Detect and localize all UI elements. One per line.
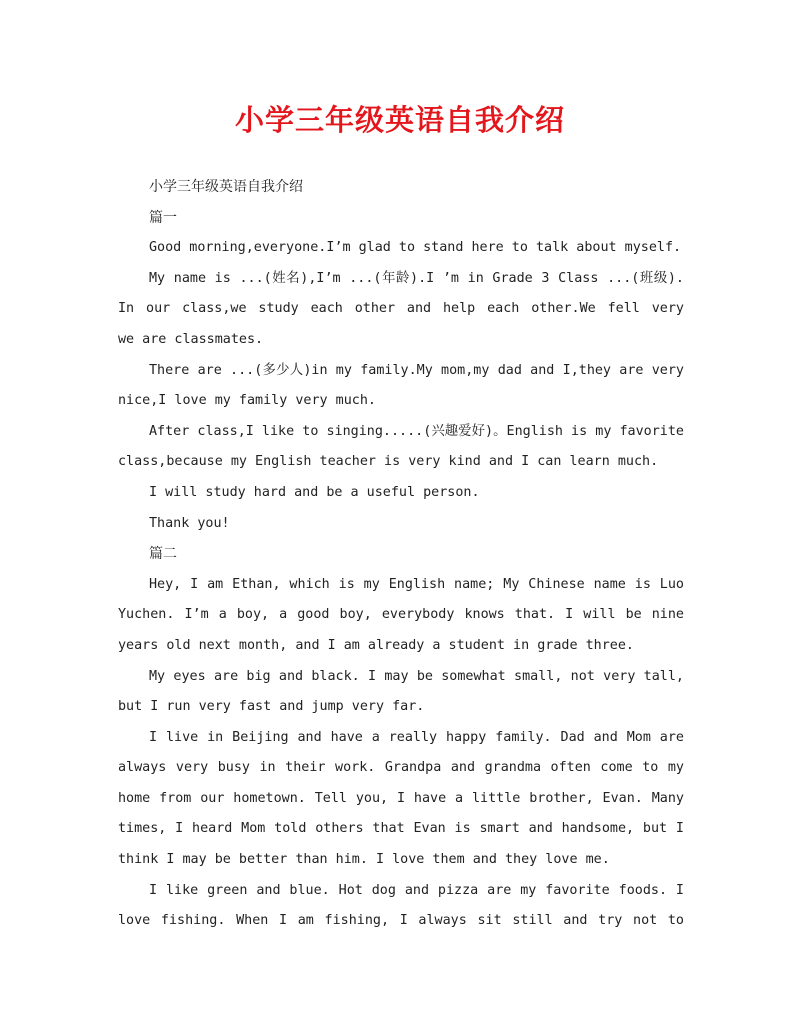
text-line: but I run very fast and jump very far. [118, 699, 425, 715]
text-line: always very busy in their work. Grandpa and grandma often come to my [118, 760, 684, 776]
text-line: After class,I like to singing.....(兴趣爱好)。English is my favorite [149, 423, 684, 439]
text-line: Hey, I am Ethan, which is my English name; My Chinese name is Luo [149, 576, 684, 592]
text-line: My name is ...(姓名),I’m ...(年龄).I ’m in Grade 3 Class ...(班级). [149, 270, 684, 286]
text-line: nice,I love my family very much. [118, 393, 376, 409]
text-line: I like green and blue. Hot dog and pizza are my favorite foods. I [149, 882, 684, 898]
text-line: times, I heard Mom told others that Evan is smart and handsome, but I [118, 821, 684, 837]
text-line: I live in Beijing and have a really happy family. Dad and Mom are [149, 729, 684, 745]
text-line: Good morning,everyone.I’m glad to stand here to talk about myself. [149, 240, 682, 256]
text-line: In our class,we study each other and help each other.We fell very [118, 301, 684, 317]
text-line: There are ...(多少人)in my family.My mom,my dad and I,they are very [149, 362, 684, 378]
text-line: Yuchen. I’m a boy, a good boy, everybody knows that. I will be nine [118, 607, 684, 623]
document-title: 小学三年级英语自我介绍 [234, 103, 565, 137]
text-line: Thank you! [149, 515, 230, 531]
text-line: class,because my English teacher is very kind and I can learn much. [118, 454, 659, 470]
section-heading: 篇二 [149, 546, 177, 563]
text-line: love fishing. When I am fishing, I always sit still and try not to [118, 913, 684, 929]
text-line: home from our hometown. Tell you, I have a little brother, Evan. Many [118, 790, 684, 806]
text-line: think I may be better than him. I love them and they love me. [118, 852, 610, 868]
document-body [118, 172, 684, 937]
text-line: we are classmates. [118, 331, 264, 347]
text-line: My eyes are big and black. I may be somewhat small, not very tall, [149, 668, 684, 684]
section-heading: 小学三年级英语自我介绍 [149, 179, 303, 195]
text-line: years old next month, and I am already a student in grade three. [118, 637, 634, 653]
text-line: I will study hard and be a useful person. [149, 484, 480, 500]
section-heading: 篇一 [149, 209, 177, 226]
